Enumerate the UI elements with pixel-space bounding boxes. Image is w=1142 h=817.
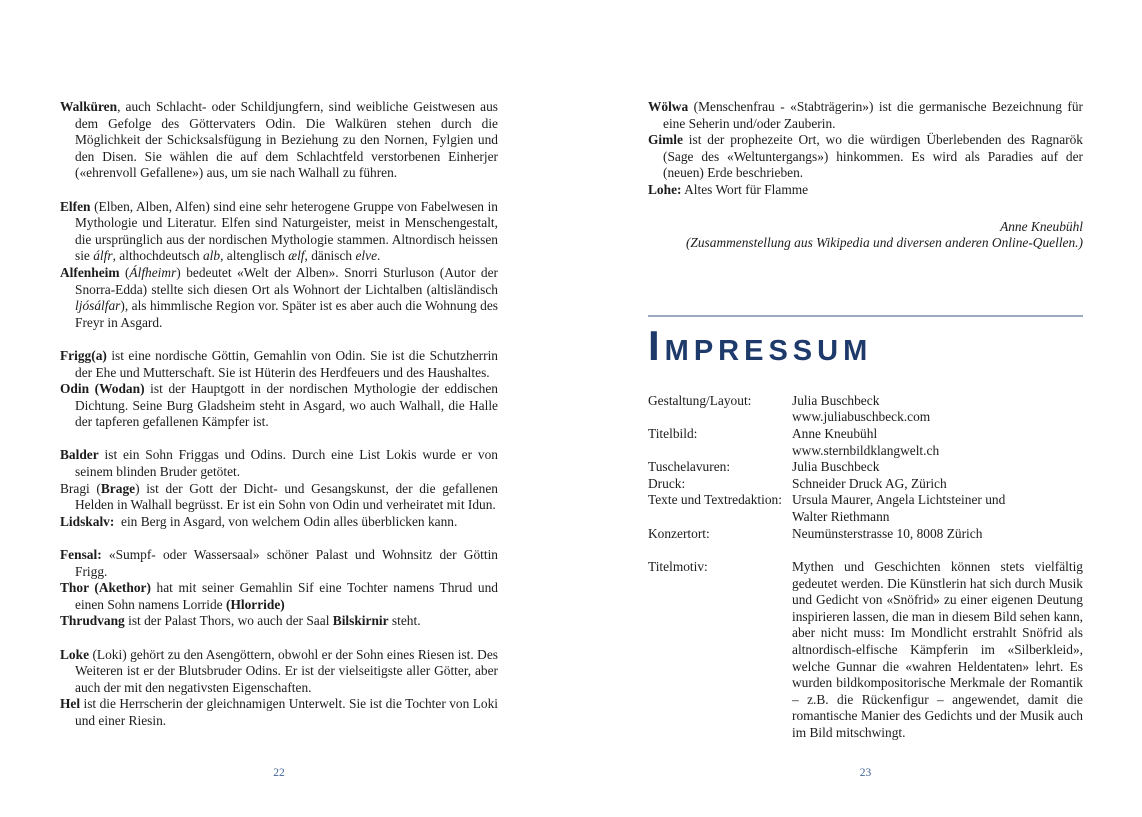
entry-gimle: Gimle ist der prophezeite Ort, wo die würdigen Überlebenden des Ragnarök (Sage des «Weltuntergangs») hinkommen. Es wird als Paradies auf der (neuen) Erde beschrieben. [648,132,1083,181]
glossary-group [60,447,498,530]
entry-bragi: Bragi (Brage) ist der Gott der Dicht- und Gesangskunst, der die gefallenen Helden in Walhall begrüsst. Er ist ein Sohn von Odin und verheiratet mit Idun. [60,480,498,513]
page-number-left: 22 [273,767,285,779]
credit-value-gestaltung [792,393,1083,426]
glossary-group [60,647,498,730]
entry-alfenheim: Alfenheim (Álfheimr) bedeutet «Welt der Alben». Snorri Sturluson (Autor der Snorra-Edda) stellte sich diesen Ort als Wohnort der Lichtalben (altisländisch ljósálfar), als himmlische Region vor. Später ist es aber auch die Wohnung des Freyr in Asgard. [60,264,499,330]
glossary-group [60,99,498,182]
credit-line: Schneider Druck AG, Zürich [792,475,947,491]
entry-loke: Loke (Loki) gehört zu den Asengöttern, obwohl er der Sohn eines Riesen ist. Des Weiteren ist er der Blutsbruder Odins. Er ist der vielseitigste aller Götter, aber auch der mit den negativsten Eigenschaften. [60,646,498,695]
entry-lidskalv: Lidskalv: ein Berg in Asgard, von welchem Odin alles überblicken kann. [60,513,458,529]
impressum-heading-rest: MPRESSUM [664,334,873,367]
glossary-right [648,99,1083,199]
entry-lohe: Lohe: Altes Wort für Flamme [648,181,809,197]
credit-line: Ursula Maurer, Angela Lichtsteiner und [792,492,1006,508]
credit-label-tuschelavuren: Tuschelavuren: [648,459,731,475]
page-left [60,99,498,730]
credit-label-druck: Druck: [648,475,686,491]
page-right [648,99,1083,742]
attribution-source: (Zusammenstellung aus Wikipedia und diversen anderen Online-Quellen.) [685,235,1083,251]
glossary-group [60,348,498,431]
credit-label-gestaltung: Gestaltung/Layout: [648,392,752,408]
credit-label-textredaktion: Texte und Textredaktion: [648,492,782,508]
entry-frigga: Frigg(a) ist eine nordische Göttin, Gemahlin von Odin. Sie ist die Schutzherrin der Ehe und Mutterschaft. Sie ist Hüterin des Herdfeuers und des Haushaltes. [60,347,498,380]
credit-line: Julia Buschbeck [792,459,880,475]
entry-thor: Thor (Akethor) hat mit seiner Gemahlin Sif eine Tochter namens Thrud und einen Sohn namens Lorride (Hlorride) [60,580,498,612]
credit-label-titelmotiv: Titelmotiv: [648,559,708,575]
credit-value-textredaktion [792,492,1083,525]
glossary-group [60,547,498,630]
impressum-heading [648,321,1083,372]
section-divider [648,315,1083,317]
entry-woelwa: Wölwa (Menschenfrau - «Stabträgerin») ist die germanische Bezeichnung für eine Seherin und/oder Zauberin. [648,99,1083,131]
glossary-group [60,199,498,332]
glossary-left [60,99,498,730]
credit-line: Anne Kneubühl [792,425,878,441]
credit-label-titelbild: Titelbild: [648,425,698,441]
credit-value-tuschelavuren [792,459,1083,476]
entry-elfen: Elfen (Elben, Alben, Alfen) sind eine sehr heterogene Gruppe von Fabelwesen in Mythologie und Literatur. Elfen sind Naturgeister, meist in Menschengestalt, die ursprünglich aus der nordischen Mythologie stammen. Altnordisch heissen sie álfr, althochdeutsch alb, altenglisch ælf, dänisch elve. [60,198,498,264]
attribution-author: Anne Kneubühl [1000,218,1083,234]
credit-line: Julia Buschbeck [792,392,880,408]
entry-fensal: Fensal: «Sumpf- oder Wassersaal» schöner Palast und Wohnsitz der Göttin Frigg. [60,547,498,579]
impressum-heading-initial: I [648,321,665,369]
entry-thrudvang: Thrudvang ist der Palast Thors, wo auch der Saal Bilskirnir steht. [60,613,421,629]
credit-value-druck [792,476,1083,493]
page-number-right: 23 [859,767,872,779]
credit-value-konzertort [792,526,1083,543]
entry-balder: Balder ist ein Sohn Friggas und Odins. Durch eine List Lokis wurde er von seinem blinden Bruder getötet. [60,447,498,480]
attribution [648,219,1083,252]
credit-line: www.sternbildklangwelt.ch [792,442,940,458]
spacer [648,542,1083,559]
credit-line: www.juliabuschbeck.com [792,409,931,425]
credit-line: Walter Riethmann [792,508,890,524]
credit-line: Neumünsterstrasse 10, 8008 Zürich [792,525,983,541]
impressum-credits [648,393,1083,742]
credit-label-konzertort: Konzertort: [648,525,710,541]
glossary-group [648,99,1083,199]
entry-odin: Odin (Wodan) ist der Hauptgott in der nordischen Mythologie der eddischen Dichtung. Seine Burg Gladsheim steht in Asgard, wo auch Walhall, die Halle der tapferen gefallenen Kämpfer ist. [60,381,498,430]
entry-hel: Hel ist die Herrscherin der gleichnamigen Unterwelt. Sie ist die Tochter von Loki und einer Riesin. [60,696,498,728]
entry-walkueren: Walküren, auch Schlacht- oder Schildjungfern, sind weibliche Geistwesen aus dem Gefolge des Göttervaters Odin. Die Walküren stehen durch die Möglichkeit der Schicksalsfügung in Beziehung zu den Nornen, Fylgien und den Disen. Sie wählen die auf dem Schlachtfeld verstorbenen Einherjer («ehrenvoll Gefallene») aus, um sie nach Walhall zu führen. [60,99,498,181]
credit-value-titelbild [792,426,1083,459]
credit-value-titelmotiv: Mythen und Geschichten können stets vielfältig gedeutet werden. Die Künstlerin hat sich durch Musik und Gedicht von «Snöfrid» zu einer eigenen Deutung inspirieren lassen, die man in diesem Bild sehen kann, aber nicht muss: Im Mondlicht erstrahlt Snöfrid als altnordisch-elfische Kämpferin im «Silberkleid», welche Gunnar die «wahren Heldentaten» lehrt. Es wurden bildkompositorische Merkmale der Romantik – z.B. die Rückenfigur – angewendet, damit die romantische Manier des Gedichts und der Musik auch im Bild mitschwingt. [792,559,1083,741]
